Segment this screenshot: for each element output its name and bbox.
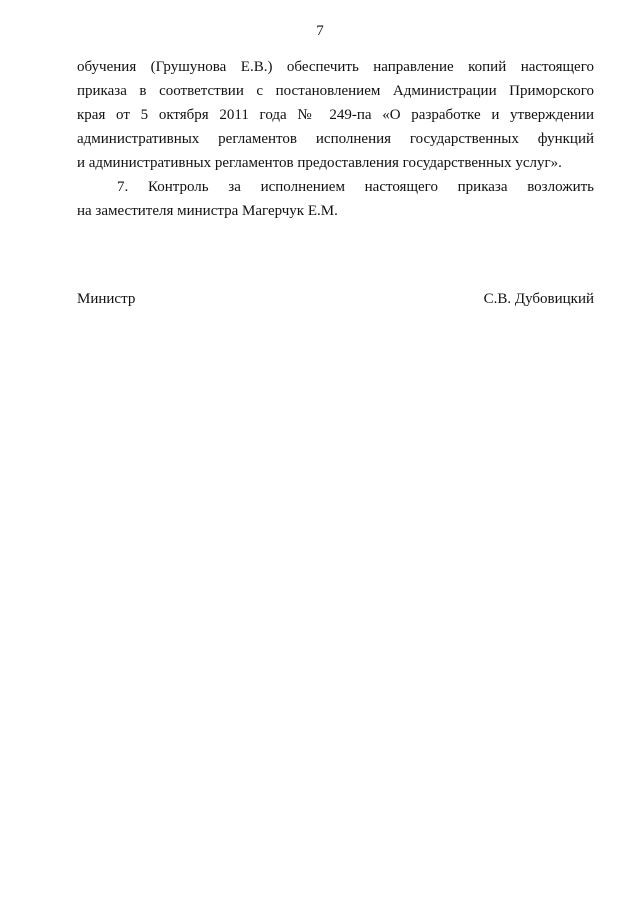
document-body (77, 55, 594, 223)
paragraph-line: края от 5 октября 2011 года № 249-па «О разработке и утверждении (77, 107, 594, 123)
page-number: 7 (316, 23, 324, 39)
signatory-name: С.В. Дубовицкий (483, 291, 594, 307)
paragraph-line: приказа в соответствии с постановлением Администрации Приморского (77, 83, 594, 99)
item-7-line: на заместителя министра Магерчук Е.М. (77, 203, 338, 219)
item-7-line: 7. Контроль за исполнением настоящего приказа возложить (117, 179, 594, 195)
signatory-title: Министр (77, 291, 136, 307)
signature-block (77, 289, 594, 309)
paragraph-line: административных регламентов исполнения государственных функций (77, 131, 594, 147)
paragraph-line: обучения (Грушунова Е.В.) обеспечить направление копий настоящего (77, 59, 594, 75)
paragraph-line: и административных регламентов предоставления государственных услуг». (77, 155, 562, 171)
